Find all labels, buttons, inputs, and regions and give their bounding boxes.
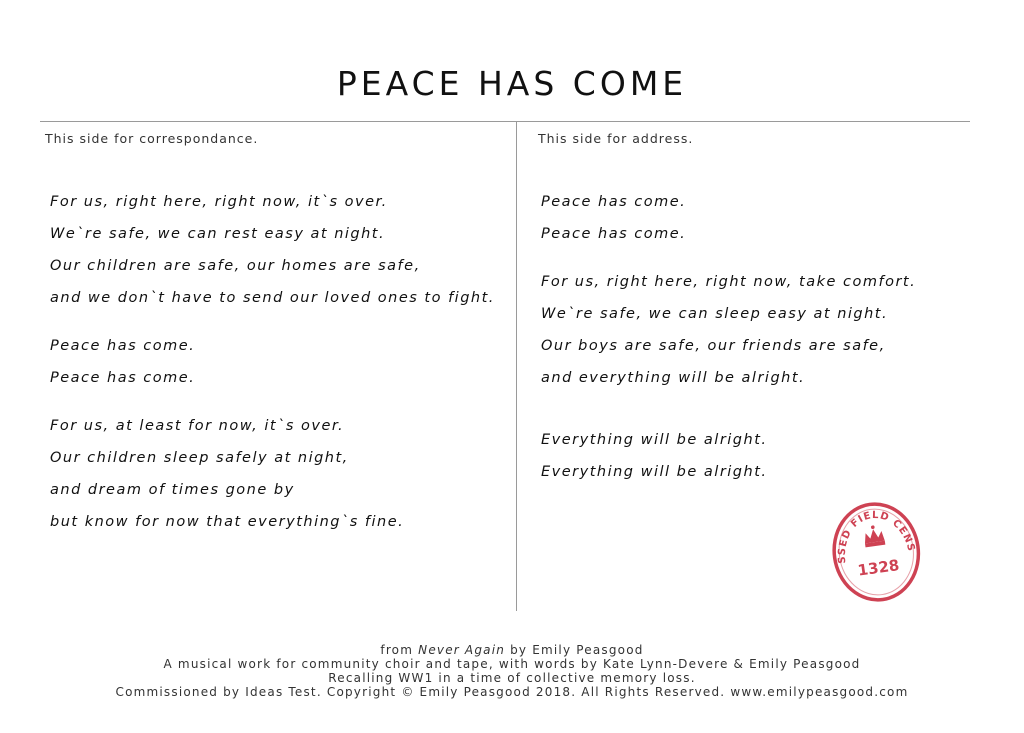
left-verses [50, 186, 495, 538]
verse-line: and dream of times gone by [50, 482, 295, 498]
verse-line: Everything will be alright. [541, 432, 768, 448]
verse-line: Peace has come. [541, 226, 687, 242]
correspondence-label: This side for correspondance. [45, 131, 259, 146]
verse-line: Our children sleep safely at night, [50, 450, 349, 466]
footer-line-3: Recalling WW1 in a time of collective memory loss. [328, 671, 696, 685]
right-verses [541, 186, 916, 488]
verse-line: Peace has come. [541, 194, 687, 210]
verse-line: For us, right here, right now, it`s over. [50, 194, 388, 210]
footer-line-2: A musical work for community choir and tape, with words by Kate Lynn-Devere & Emily Peasgood [163, 657, 861, 671]
footer-from-prefix: from [380, 643, 419, 657]
work-title: Never Again [418, 643, 506, 657]
verse-line: and everything will be alright. [541, 370, 806, 386]
verse-line: For us, right here, right now, take comfort. [541, 274, 917, 290]
verse-line: Our children are safe, our homes are safe, [50, 258, 421, 274]
verse-line: and we don`t have to send our loved ones to fight. [50, 290, 495, 306]
footer-from-suffix: by Emily Peasgood [505, 643, 644, 657]
page-title: PEACE HAS COME [336, 64, 688, 103]
stamp-text: PASSED FIELD CENSOR [836, 509, 917, 564]
column-divider [516, 121, 517, 611]
verse-line: but know for now that everything`s fine. [50, 514, 405, 530]
footer-line-1 [0, 643, 1024, 657]
verse-line: Peace has come. [50, 370, 196, 386]
verse-line: Our boys are safe, our friends are safe, [541, 338, 886, 354]
verse-line: Peace has come. [50, 338, 196, 354]
stamp-number: 1328 [856, 556, 901, 580]
title-divider [40, 121, 970, 122]
address-label: This side for address. [538, 131, 694, 146]
censor-stamp [830, 496, 922, 604]
crown-icon [863, 524, 886, 547]
footer-line-4: Commissioned by Ideas Test. Copyright © Emily Peasgood 2018. All Rights Reserved. www.emilypeasgood.com [115, 685, 909, 699]
verse-line: We`re safe, we can sleep easy at night. [541, 306, 889, 322]
verse-line: We`re safe, we can rest easy at night. [50, 226, 386, 242]
verse-line: For us, at least for now, it`s over. [50, 418, 345, 434]
verse-line: Everything will be alright. [541, 464, 768, 480]
footer-credits [0, 643, 1024, 699]
